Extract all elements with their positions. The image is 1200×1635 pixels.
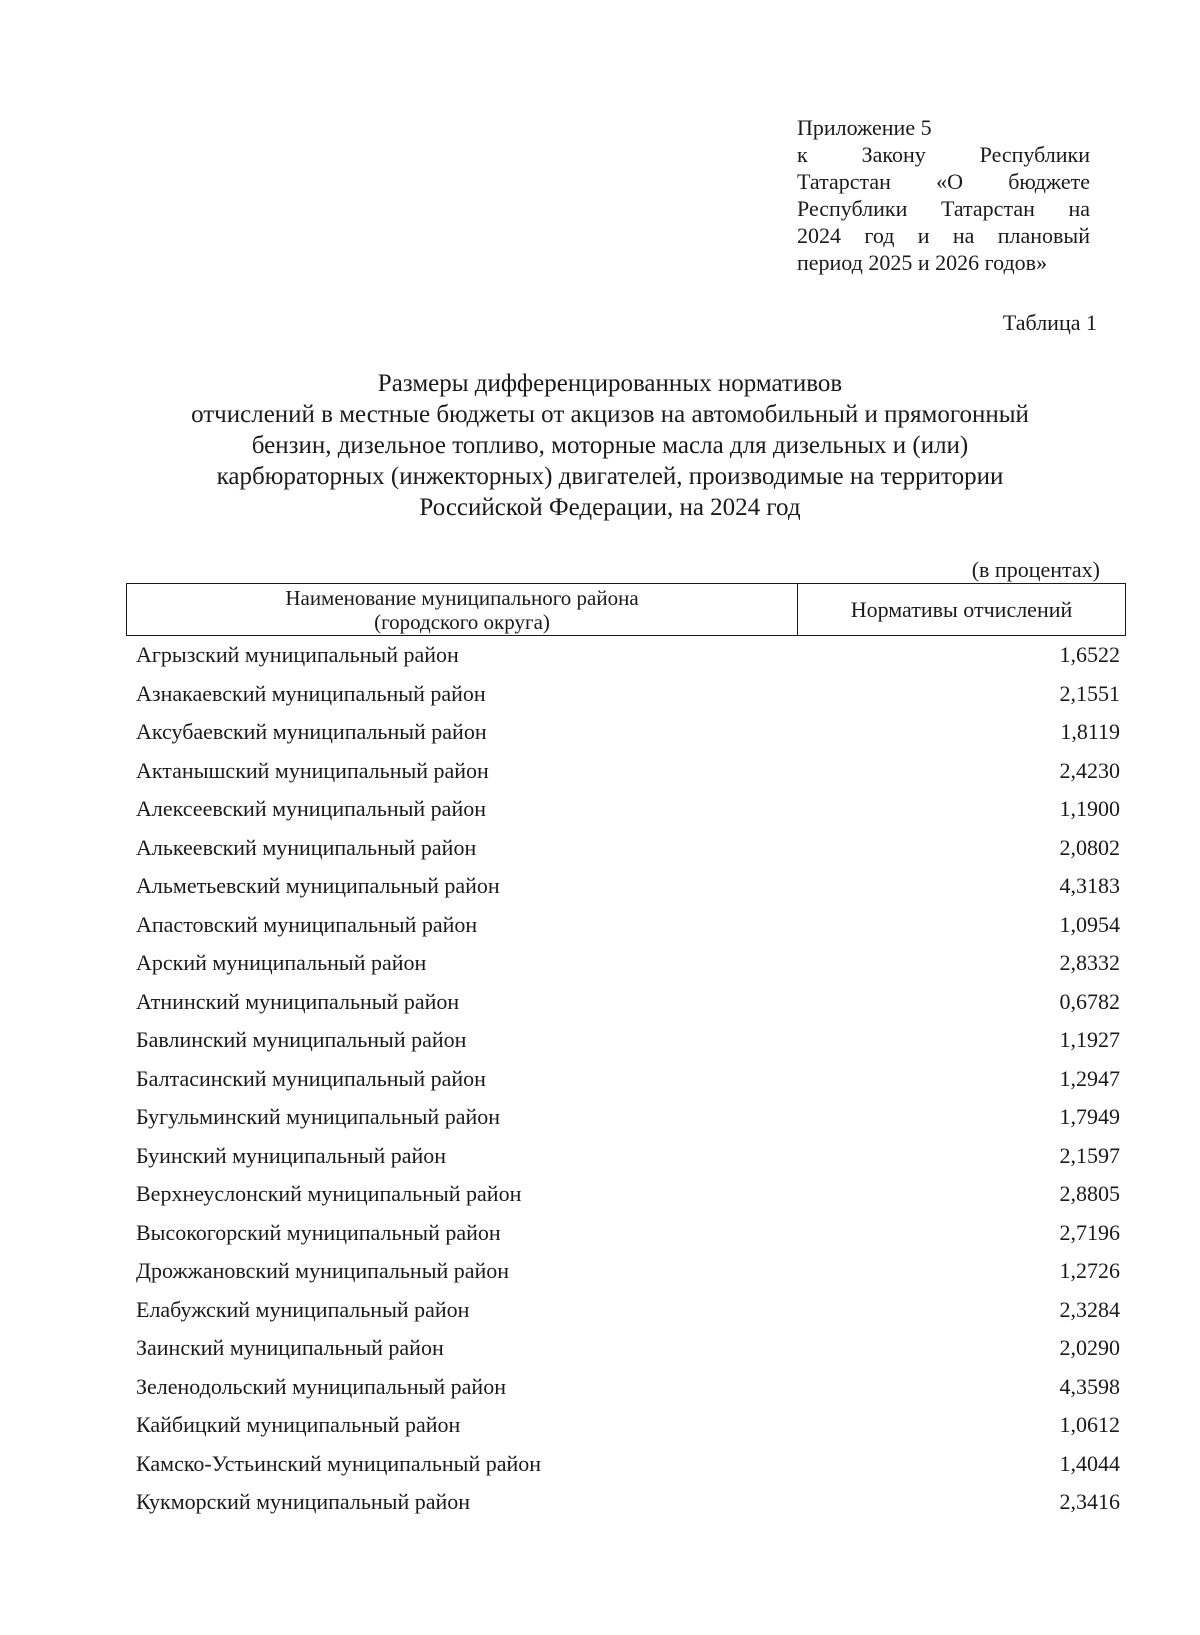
table-row (136, 752, 1120, 791)
deduction-value: 2,4230 (1059, 757, 1120, 783)
deduction-value: 2,0290 (1059, 1335, 1120, 1360)
district-name: Камско-Устьинский муниципальный район (136, 1450, 542, 1476)
district-name: Буинский муниципальный район (136, 1142, 447, 1168)
deduction-value: 1,4044 (1059, 1450, 1120, 1476)
document-title (110, 368, 1110, 523)
table-row (136, 713, 1120, 752)
table-row (136, 1060, 1120, 1099)
district-name: Верхнеуслонский муниципальный район (136, 1181, 522, 1206)
appendix-reference (797, 114, 1090, 276)
table-row (136, 829, 1120, 868)
deduction-value: 1,0612 (1059, 1412, 1120, 1437)
deduction-value: 2,0802 (1059, 834, 1120, 860)
district-name: Зеленодольский муниципальный район (136, 1373, 506, 1399)
table-row (136, 790, 1120, 829)
header-value-cell: Нормативы отчислений (850, 596, 1073, 622)
table-row (136, 983, 1120, 1022)
unit-label: (в процентах) (971, 557, 1100, 582)
table-row (136, 636, 1120, 675)
table-row (136, 1445, 1120, 1484)
table-body (136, 636, 1120, 1522)
table-row (136, 1175, 1120, 1214)
district-name: Алексеевский муниципальный район (136, 796, 486, 821)
deduction-value: 2,3284 (1059, 1296, 1120, 1322)
district-name: Альметьевский муниципальный район (136, 873, 500, 898)
table-row (136, 1483, 1120, 1522)
district-name: Елабужский муниципальный район (136, 1296, 470, 1322)
district-name: Арский муниципальный район (136, 950, 427, 975)
deduction-value: 2,1597 (1059, 1142, 1120, 1168)
table-row (136, 1329, 1120, 1368)
district-name: Бугульминский муниципальный район (136, 1104, 501, 1129)
deduction-value: 1,2947 (1059, 1065, 1120, 1091)
district-name: Балтасинский муниципальный район (136, 1065, 486, 1091)
appendix-line: к Закону Республики (797, 142, 1090, 167)
header-name-line: Наименование муниципального района (285, 585, 639, 610)
district-name: Дрожжановский муниципальный район (136, 1258, 510, 1283)
district-name: Актанышский муниципальный район (136, 757, 489, 783)
district-name: Алькеевский муниципальный район (136, 834, 477, 860)
deduction-value: 1,6522 (1059, 642, 1120, 667)
deduction-value: 2,1551 (1059, 680, 1120, 706)
appendix-line: Татарстан «О бюджете (797, 169, 1090, 194)
deduction-value: 1,2726 (1059, 1258, 1120, 1283)
appendix-line: период 2025 и 2026 годов» (797, 250, 1048, 275)
deduction-value: 4,3598 (1059, 1373, 1120, 1399)
deduction-value: 1,7949 (1059, 1104, 1120, 1129)
deduction-value: 1,0954 (1059, 911, 1120, 937)
appendix-line: Приложение 5 (797, 115, 932, 140)
table-row (136, 1291, 1120, 1330)
district-name: Атнинский муниципальный район (136, 988, 460, 1014)
header-name-cell (127, 584, 798, 635)
table-row (136, 1098, 1120, 1137)
district-name: Аксубаевский муниципальный район (136, 719, 487, 744)
district-name: Кукморский муниципальный район (136, 1489, 471, 1514)
district-name: Заинский муниципальный район (136, 1335, 444, 1360)
deduction-value: 2,8805 (1059, 1181, 1120, 1206)
district-name: Кайбицкий муниципальный район (136, 1412, 461, 1437)
deduction-value: 1,1927 (1059, 1027, 1120, 1052)
title-line: Размеры дифференцированных нормативов (377, 370, 843, 397)
district-name: Азнакаевский муниципальный район (136, 680, 486, 706)
table-row (136, 1021, 1120, 1060)
table-row (136, 1368, 1120, 1407)
district-name: Агрызский муниципальный район (136, 642, 459, 667)
title-line: отчислений в местные бюджеты от акцизов на автомобильный и прямогонный (191, 401, 1029, 428)
table-row (136, 1252, 1120, 1291)
title-line: бензин, дизельное топливо, моторные масла для дизельных и (или) (251, 432, 969, 459)
table-row (136, 867, 1120, 906)
district-name: Высокогорский муниципальный район (136, 1219, 501, 1245)
deduction-value: 2,8332 (1059, 950, 1120, 975)
appendix-line: Республики Татарстан на (797, 196, 1090, 221)
district-name: Апастовский муниципальный район (136, 911, 478, 937)
appendix-line: 2024 год и на плановый (797, 223, 1090, 248)
table-row (136, 1406, 1120, 1445)
deduction-value: 2,3416 (1059, 1489, 1120, 1514)
district-name: Бавлинский муниципальный район (136, 1027, 467, 1052)
deduction-value: 0,6782 (1059, 988, 1120, 1014)
table-row (136, 1214, 1120, 1253)
table-row (136, 1137, 1120, 1176)
table-row (136, 906, 1120, 945)
deduction-value: 2,7196 (1059, 1219, 1120, 1245)
deduction-value: 4,3183 (1059, 873, 1120, 898)
table-header (126, 583, 1126, 636)
table-row (136, 944, 1120, 983)
header-name-line: (городского округа) (374, 609, 550, 634)
deduction-value: 1,8119 (1060, 719, 1120, 744)
title-line: карбюраторных (инжекторных) двигателей, производимые на территории (216, 463, 1004, 490)
table-row (136, 675, 1120, 714)
table-number: Таблица 1 (1002, 310, 1097, 335)
deduction-value: 1,1900 (1059, 796, 1120, 821)
title-line: Российской Федерации, на 2024 год (419, 494, 801, 521)
